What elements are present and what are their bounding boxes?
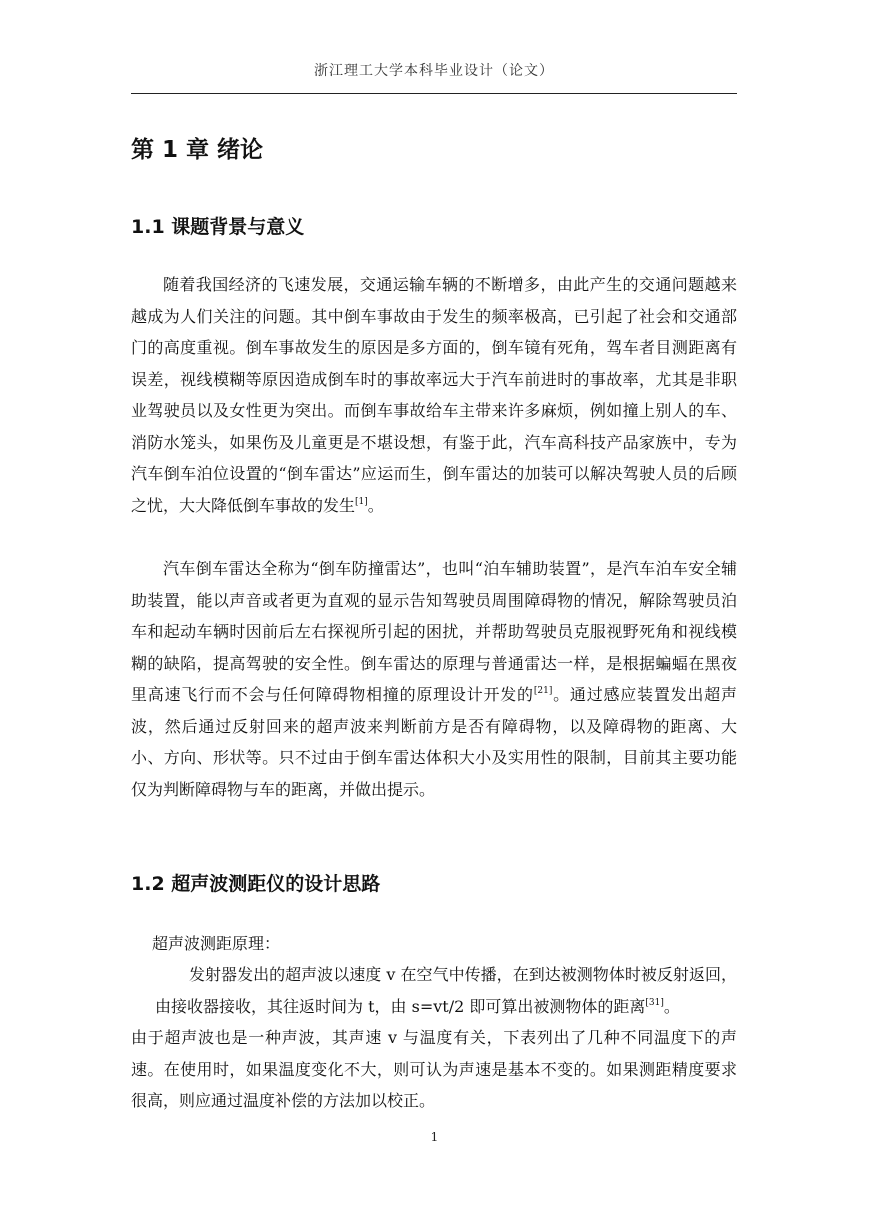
running-header: 浙江理工大学本科毕业设计（论文） [314, 63, 554, 79]
paragraph-text: 随着我国经济的飞速发展，交通运输车辆的不断增多，由此产生的交通问题越来越成为人们关注的问题。其中倒车事故由于发生的频率极高，已引起了社会和交通部门的高度重视。倒车事故发生的原因是多方面的，倒车镜有死角，驾车者目测距离有误差，视线模糊等原因造成倒车时的事故率远大于汽车前进时的事故率，尤其是非职业驾驶员以及女性更为突出。而倒车事故给车主带来许多麻烦，例如撞上别人的车、消防水笼头，如果伤及儿童更是不堪设想，有鉴于此，汽车高科技产品家族中，专为汽车倒车泊位设置的“倒车雷达”应运而生，倒车雷达的加装可以解决驾驶人员的后顾之忧，大大降低倒车事故的发生 [131, 275, 737, 515]
chapter-title: 第 1 章 绪论 [131, 137, 264, 163]
paragraph-tail: 。通过感应装置发出超声波，然后通过反射回来的超声波来判断前方是否有障碍物，以及障碍物的距离、大小、方向、形状等。只不过由于倒车雷达体积大小及实用性的限制，目前其主要功能仅为判断障碍物与车的距离，并做出提示。 [131, 685, 737, 799]
citation-ref: [31] [645, 997, 664, 1008]
page-number: 1 [430, 1130, 439, 1144]
paragraph-tail: 。 [367, 495, 384, 515]
paragraph-tail: 。 [663, 996, 680, 1016]
body-paragraph [131, 553, 737, 805]
section-heading-1-2: 1.2 超声波测距仪的设计思路 [131, 873, 381, 895]
citation-ref: [21] [533, 686, 553, 696]
body-paragraph [155, 959, 737, 1022]
subsection-intro: 超声波测距原理： [152, 934, 281, 953]
section-heading-1-1: 1.1 课题背景与意义 [131, 216, 305, 238]
citation-ref: [1] [355, 496, 368, 507]
header-rule [131, 93, 737, 94]
paragraph-text: 汽车倒车雷达全称为“倒车防撞雷达”，也叫“泊车辅助装置”，是汽车泊车安全辅助装置，能以声音或者更为直观的显示告知驾驶员周围障碍物的情况，解除驾驶员泊车和起动车辆时因前后左右探视所引起的困扰，并帮助驾驶员克服视野死角和视线模糊的缺陷，提高驾驶的安全性。倒车雷达的原理与普通雷达一样，是根据蝙蝠在黑夜里高速飞行而不会与任何障碍物相撞的原理设计开发的 [131, 559, 737, 704]
body-paragraph: 由于超声波也是一种声波，其声速 v 与温度有关，下表列出了几种不同温度下的声速。在使用时，如果温度变化不大，则可认为声速是基本不变的。如果测距精度要求很高，则应通过温度补偿的方法加以校正。 [131, 1028, 737, 1110]
paragraph-text: 发射器发出的超声波以速度 v 在空气中传播，在到达被测物体时被反射返回，由接收器接收，其往返时间为 t，由 s=vt/2 即可算出被测物体的距离 [155, 965, 737, 1016]
body-paragraph [131, 269, 737, 521]
